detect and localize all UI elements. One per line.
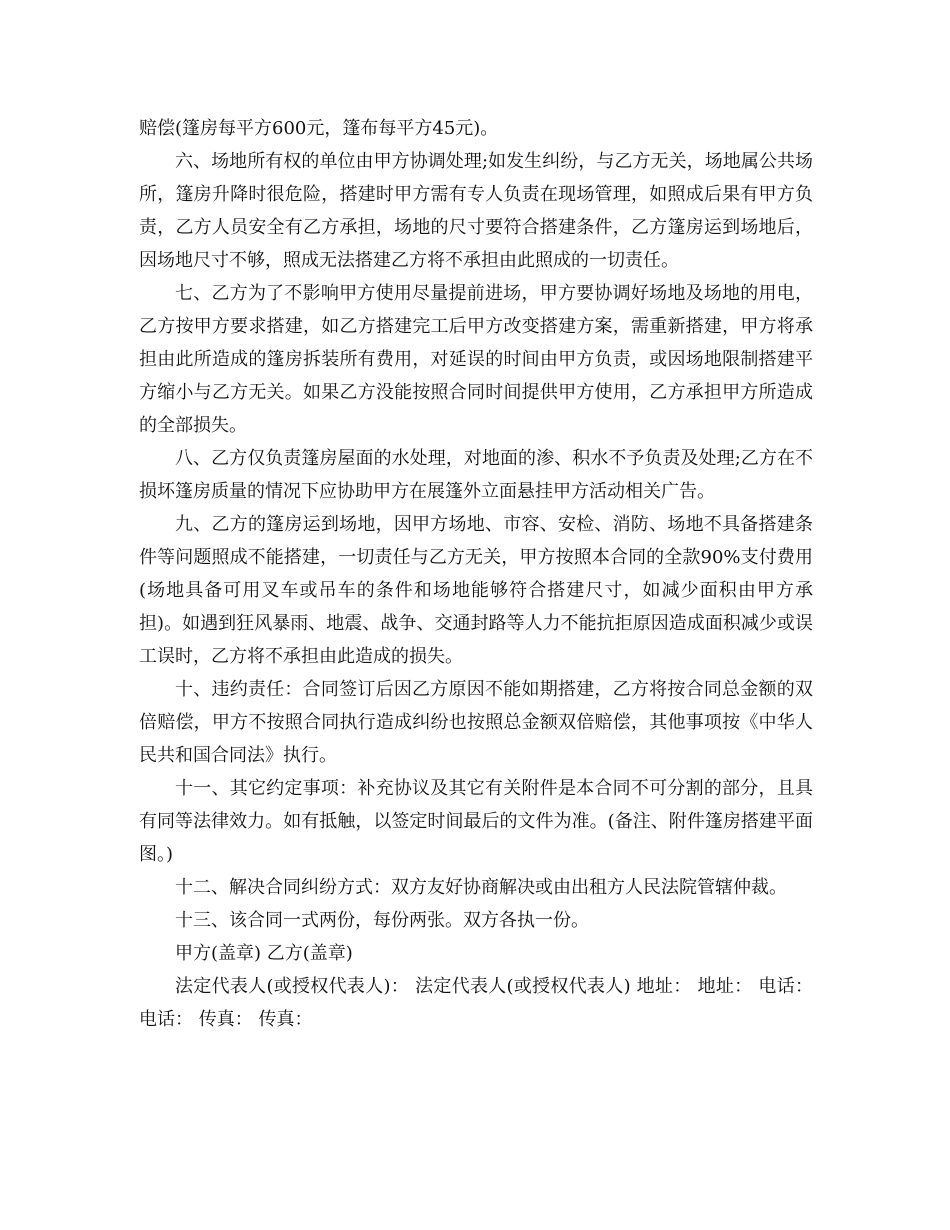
paragraph-clause-13: 十三、该合同一式两份，每份两张。双方各执一份。 xyxy=(175,910,589,931)
paragraph-clause-11: 十一、其它约定事项：补充协议及其它有关附件是本合同不可分割的部分，且具有同等法律效力。如有抵触，以签定时间最后的文件为准。(备注、附件篷房搭建平面图。) xyxy=(139,778,813,865)
paragraph-clause-10: 十、违约责任：合同签订后因乙方原因不能如期搭建，乙方将按合同总金额的双倍赔偿，甲方不按照合同执行造成纠纷也按照总金额双倍赔偿，其他事项按《中华人民共和国合同法》执行。 xyxy=(139,679,813,766)
paragraph-compensation: 赔偿(篷房每平方600元，篷布每平方45元)。 xyxy=(139,118,499,139)
paragraph-clause-12: 十二、解决合同纠纷方式：双方友好协商解决或由出租方人民法院管辖仲裁。 xyxy=(175,877,787,898)
paragraph-clause-8: 八、乙方仅负责篷房屋面的水处理，对地面的渗、积水不予负责及处理;乙方在不损坏篷房质量的情况下应协助甲方在展篷外立面悬挂甲方活动相关广告。 xyxy=(139,448,813,502)
document-page xyxy=(139,112,813,1036)
signature-details-line: 法定代表人(或授权代表人)： 法定代表人(或授权代表人) 地址： 地址： 电话： 电话： 传真： 传真： xyxy=(139,976,813,1030)
paragraph-clause-9: 九、乙方的篷房运到场地，因甲方场地、市容、安检、消防、场地不具备搭建条件等问题照成不能搭建，一切责任与乙方无关，甲方按照本合同的全款90%支付费用(场地具备可用叉车或吊车的条件和场地能够符合搭建尺寸，如减少面积由甲方承担)。如遇到狂风暴雨、地震、战争、交通封路等人力不能抗拒原因造成面积减少或误工误时，乙方将不承担由此造成的损失。 xyxy=(139,514,813,667)
signature-parties-line: 甲方(盖章) 乙方(盖章) xyxy=(175,943,353,964)
paragraph-clause-6: 六、场地所有权的单位由甲方协调处理;如发生纠纷，与乙方无关，场地属公共场所，篷房升降时很危险，搭建时甲方需有专人负责在现场管理，如照成后果有甲方负责，乙方人员安全有乙方承担，场地的尺寸要符合搭建条件，乙方篷房运到场地后，因场地尺寸不够，照成无法搭建乙方将不承担由此照成的一切责任。 xyxy=(139,151,813,271)
paragraph-clause-7: 七、乙方为了不影响甲方使用尽量提前进场，甲方要协调好场地及场地的用电，乙方按甲方要求搭建，如乙方搭建完工后甲方改变搭建方案，需重新搭建，甲方将承担由此所造成的篷房拆装所有费用，对延误的时间由甲方负责，或因场地限制搭建平方缩小与乙方无关。如果乙方没能按照合同时间提供甲方使用，乙方承担甲方所造成的全部损失。 xyxy=(139,283,813,436)
